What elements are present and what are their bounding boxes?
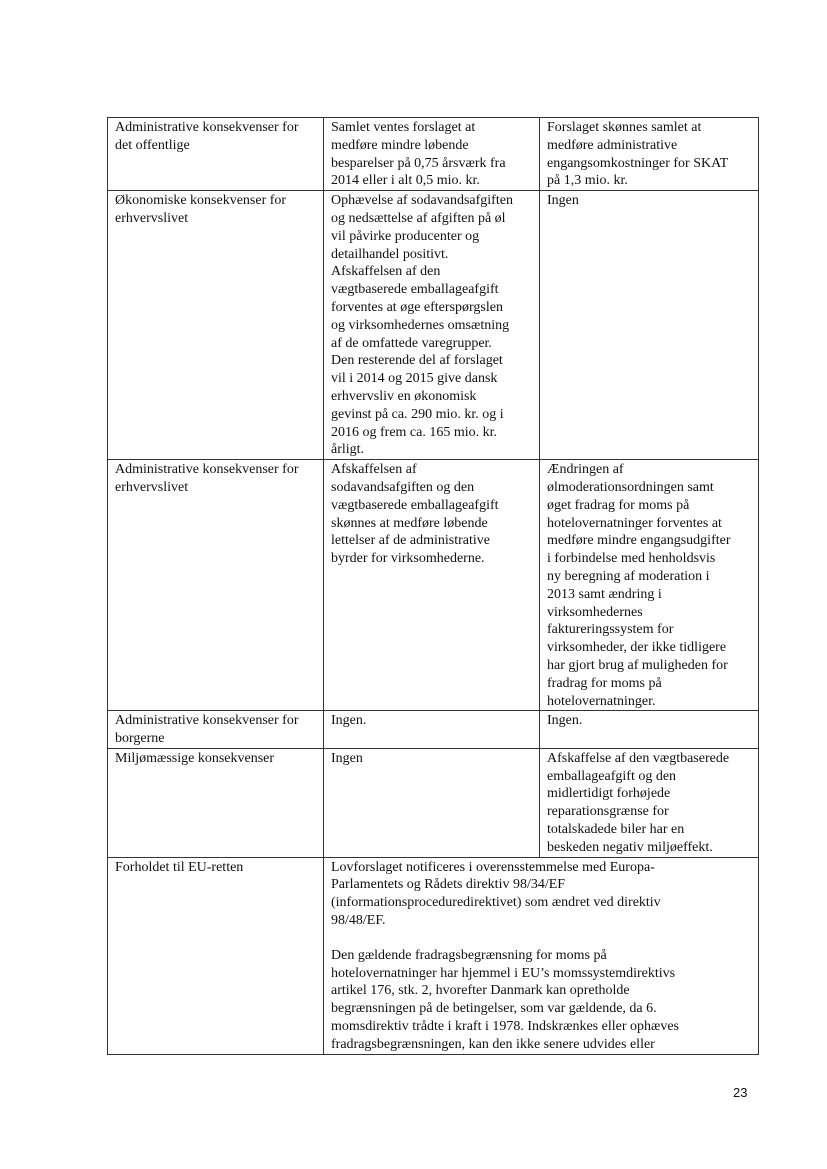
eu-paragraph-2: Den gældende fradragsbegrænsning for moms på hotelovernatninger har hjemmel i EU’s momssystemdirektivs artikel 176, stk. 2, hvorefter Danmark kan opretholde begrænsningen på de betingelser, som var gældende, da 6. momsdirektiv trådte i kraft i 1978. Indskrænkes eller ophæves fradragsbegrænsningen, kan den ikke senere udvides eller [331,947,679,1052]
cell-text: Ingen [547,193,579,209]
row-label-cell [108,748,324,857]
cell-text: Ændringen af ølmoderationsordningen samt øget fradrag for moms på hotelovernatninger forventes at medføre mindre engangsudgifter i forbindelse med henholdsvis ny beregning af moderation i 2013 samt ændring i virksomhedernes faktureringssystem for virksomheder, der ikke tidligere har gjort brug af muligheden for fradrag for moms på hotelovernatninger. [547,462,731,709]
row-label: Administrative konsekvenser for det offentlige [115,120,299,153]
table-cell [324,460,540,711]
table-cell [540,191,759,460]
table-row-eu [108,857,759,1054]
table-cell [540,460,759,711]
cell-text: Ingen [331,750,363,766]
table-cell [540,748,759,857]
paragraph-gap [331,930,752,947]
row-label-cell [108,460,324,711]
row-label: Administrative konsekvenser for borgerne [115,713,299,747]
table-row [108,191,759,460]
row-label-cell [108,711,324,749]
row-label-cell [108,118,324,191]
cell-text: Ingen. [547,713,583,729]
table-row [108,118,759,191]
eu-paragraph-1: Lovforslaget notificeres i overensstemmelse med Europa- Parlamentets og Rådets direktiv 98/34/EF (informationsproceduredirektivet) som ændret ved direktiv 98/48/EF. [331,859,661,929]
table-row [108,748,759,857]
cell-text: Ingen. [331,713,367,729]
cell-text: Afskaffelse af den vægtbaserede emballageafgift og den midlertidigt forhøjede reparationsgrænse for totalskadede biler har en beskeden negativ miljøeffekt. [547,750,730,855]
consequences-table [107,117,759,1055]
row-label: Forholdet til EU-retten [115,859,244,875]
table-cell [324,191,540,460]
table-cell [324,118,540,191]
row-label: Miljømæssige konsekvenser [115,750,275,766]
table-cell [324,748,540,857]
table-cell-merged [324,857,759,1054]
row-label-cell [108,191,324,460]
table-row [108,711,759,749]
table-row [108,460,759,711]
table-cell [324,711,540,749]
row-label-cell [108,857,324,1054]
table-cell [540,711,759,749]
cell-text: Afskaffelsen af sodavandsafgiften og den vægtbaserede emballageafgift skønnes at medføre løbende lettelser af de administrative byrder for virksomhederne. [331,462,499,567]
row-label: Økonomiske konsekvenser for erhvervslivet [115,193,287,226]
cell-text: Ophævelse af sodavandsafgiften og nedsættelse af afgiften på øl vil påvirke producenter og detailhandel positivt. Afskaffelsen af den vægtbaserede emballageafgift forventes at øge efterspørgslen og virksomhedernes omsætning af de omfattede varegrupper. Den resterende del af forslaget vil i 2014 og 2015 give dansk erhvervsliv en økonomisk gevinst på ca. 290 mio. kr. og i 2016 og frem ca. 165 mio. kr. årligt. [331,193,513,458]
row-label: Administrative konsekvenser for erhvervslivet [115,462,299,495]
cell-text: Samlet ventes forslaget at medføre mindre løbende besparelser på 0,75 årsværk fra 2014 eller i alt 0,5 mio. kr. [331,120,506,189]
cell-text: Forslaget skønnes samlet at medføre administrative engangsomkostninger for SKAT på 1,3 mio. kr. [547,120,729,189]
page-number: 23 [733,1085,748,1100]
table-cell [540,118,759,191]
